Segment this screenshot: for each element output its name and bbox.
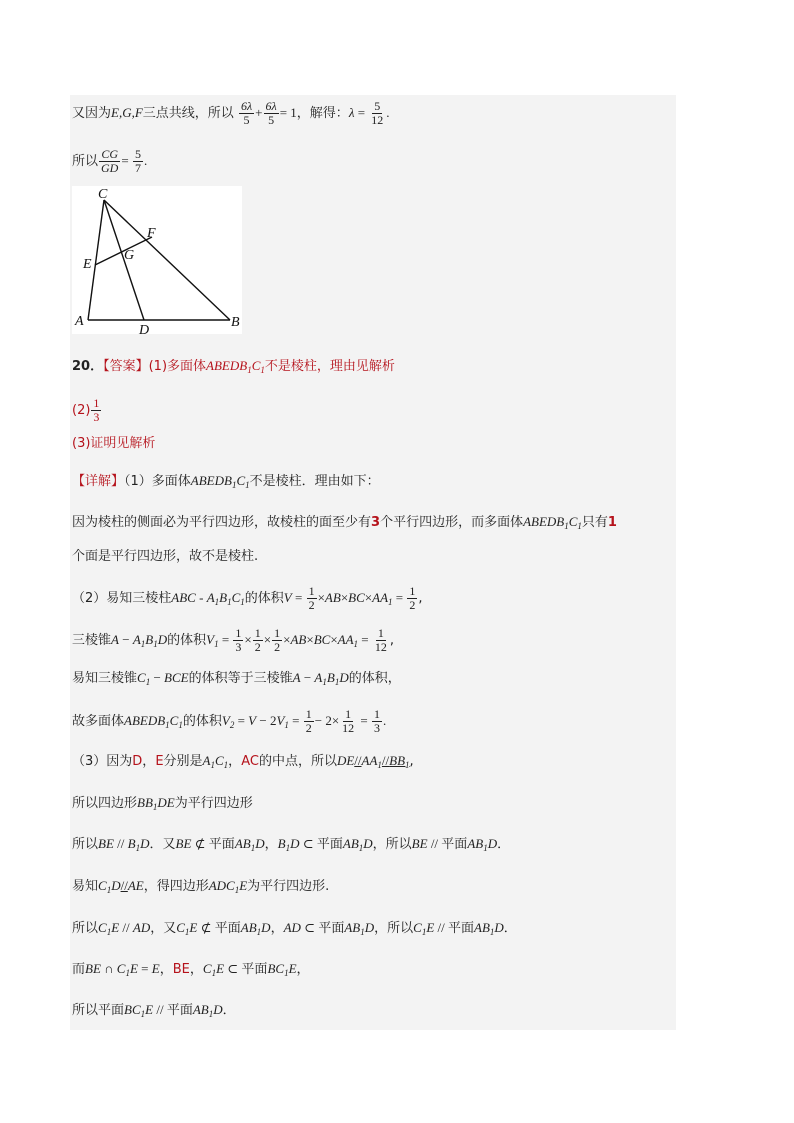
text: 的体积 <box>182 714 222 729</box>
text: 因为棱柱的侧面必为平行四边形，故棱柱的面至少有 <box>72 515 372 530</box>
text: 的体积 <box>167 633 207 648</box>
fraction: $\frac{CG}{GD}$ <box>101 147 119 175</box>
text: 平面 <box>316 837 343 852</box>
fraction: $\frac{1}{3}$ <box>235 626 242 654</box>
text: ， <box>270 921 284 936</box>
fraction: $\frac{1}{3}$ <box>93 396 100 424</box>
reason-line-2 <box>72 548 258 566</box>
detail-1: 【详解】（1）多面体$ABEDB_1C_1$不是棱柱．理由如下： <box>72 473 380 490</box>
text: 故多面体 <box>72 714 125 729</box>
text: 的体积等于三棱锥 <box>188 671 293 686</box>
label-d: D <box>139 323 150 334</box>
fraction: $\frac{1}{3}$ <box>374 707 381 735</box>
triangle-diagram <box>72 186 242 334</box>
part3-line-1: （3）因为D，E分别是$A_1C_1$，AC的中点，所以$DE//AA_1//BB_1$, <box>72 753 414 770</box>
step-4: 易知三棱锥$C_1$ − BCE的体积等于三棱锥$A - A_1B_1D$的体积， <box>72 670 401 687</box>
detail-tag: 【详解】 <box>72 474 125 489</box>
line-ratio: 所以 $\frac{CG}{GD}$ = $\frac{5}{7}$ . <box>72 147 148 175</box>
fraction: $\frac{1}{2}$ <box>274 626 281 654</box>
text: ．又 <box>149 837 176 852</box>
text: ，得四边形 <box>143 879 209 894</box>
part3-line-5: 所以$C_1E$ // AD，又$C_1E$ ⊄ 平面$AB_1D$，AD ⊂ 平面$AB_1D$，所以$C_1E$ // 平面$AB_1D$． <box>72 920 517 937</box>
segment-ac: AC <box>241 754 259 769</box>
label-f: F <box>147 226 156 241</box>
text: 不是棱柱．理由如下： <box>249 474 380 489</box>
text: 所以 <box>72 837 99 852</box>
q20-part2 <box>72 397 102 424</box>
triangle-figure <box>72 186 242 334</box>
text: ． <box>503 921 517 936</box>
text: 三棱锥 <box>72 633 112 648</box>
label-b: B <box>231 315 240 330</box>
text: ，所以 <box>372 837 412 852</box>
text: ， <box>296 962 310 977</box>
text: 平面 <box>208 837 235 852</box>
text: 三点共线，所以 <box>142 106 234 121</box>
label-e: E <box>83 257 92 272</box>
text: 不是棱柱，理由见解析 <box>264 359 395 374</box>
label-a: A <box>75 314 84 329</box>
text: 个平行四边形，而多面体 <box>380 515 524 530</box>
point-d: D <box>132 754 143 769</box>
segment-be: BE <box>172 962 190 977</box>
text: (1)多面体 <box>148 359 207 374</box>
text: 平面 <box>441 837 468 852</box>
question-number: 20． <box>72 359 104 374</box>
text: ，所以 <box>374 921 414 936</box>
text: 所以平面 <box>72 1003 125 1018</box>
text: 为平行四边形 <box>174 796 253 811</box>
text: 的体积， <box>348 671 401 686</box>
part3-line-6: 而BE ∩ $C_1E = E$，BE，$C_1E$ ⊂ 平面$BC_1E$， <box>72 961 310 978</box>
text: ， <box>142 754 156 769</box>
label-c: C <box>98 187 108 202</box>
text: 只有 <box>581 515 608 530</box>
answer-tag: 【答案】 <box>103 359 149 374</box>
fraction: $\frac{1}{2}$ <box>308 584 315 612</box>
part3-line-2: 所以四边形$BB_1DE$为平行四边形 <box>72 795 253 812</box>
text: 所以四边形 <box>72 796 138 811</box>
q20-part3 <box>72 435 155 453</box>
text: ，又 <box>150 921 177 936</box>
fraction: $\frac{5}{12}$ <box>371 99 384 127</box>
step-3-pyramid-volume: 三棱锥$A - A_1B_1D$的体积$V_1$ = $\frac{1}{3}$ × $\frac{1}{2}$ × $\frac{1}{2}$ $\times AB\times BC\times AA_1$ = $\frac{1}{12}$ , <box>72 626 395 654</box>
text: 的体积 <box>244 591 284 606</box>
fraction: $\frac{1}{12}$ <box>374 626 387 654</box>
text: 个面是平行四边形，故不是棱柱. <box>72 549 259 564</box>
text: 的中点，所以 <box>258 754 337 769</box>
text: 平面 <box>214 921 241 936</box>
number: 3 <box>371 515 381 530</box>
text: 平面 <box>318 921 345 936</box>
number: 1 <box>607 515 617 530</box>
text: 为平行四边形. <box>247 879 330 894</box>
fraction: $\frac{1}{12}$ <box>342 707 355 735</box>
text: ． <box>497 837 511 852</box>
part3-line-4: 易知$C_1D//AE$，得四边形$ADC_1E$为平行四边形. <box>72 878 330 895</box>
text: 平面 <box>166 1003 193 1018</box>
text: ． <box>222 1003 236 1018</box>
text: ， <box>228 754 242 769</box>
text: (3)证明见解析 <box>72 436 156 451</box>
fraction: $\frac{1}{2}$ <box>305 707 312 735</box>
fraction: $\frac{5}{7}$ <box>134 147 141 175</box>
text: 平面 <box>448 921 475 936</box>
reason-line-1: 因为棱柱的侧面必为平行四边形，故棱柱的面至少有3个平行四边形，而多面体$ABEDB_1C_1$只有1 <box>72 514 617 531</box>
step-5: 故多面体$ABEDB_1C_1$的体积$V_2 = V - 2V_1$ = $\frac{1}{2}$ − 2× $\frac{1}{12}$ = $\frac{1}{3}$ . <box>72 707 387 735</box>
fraction: $\frac{6\lambda}{5}$ <box>265 99 277 127</box>
text: （2）易知三棱柱 <box>72 591 172 606</box>
text: 易知三棱锥 <box>72 671 138 686</box>
line-collinear: 又因为E,G,F三点共线，所以 $\frac{6\lambda}{5}$ + $\frac{6\lambda}{5}$ = 1，解得：λ = $\frac{5}{12}$ . <box>72 99 390 127</box>
text: ， <box>159 962 173 977</box>
points-efg: E,G,F <box>111 105 143 120</box>
q20-answer: 20．【答案】(1)多面体$ABEDB_1C_1$不是棱柱，理由见解析 <box>72 358 395 375</box>
fraction: $\frac{1}{2}$ <box>254 626 261 654</box>
text: （3）因为 <box>72 754 133 769</box>
text: ，解得： <box>296 106 349 121</box>
text: ， <box>264 837 278 852</box>
text: 易知 <box>72 879 99 894</box>
part3-conclusion: 所以平面$BC_1E$ // 平面$AB_1D$． <box>72 1002 236 1019</box>
text: 所以 <box>72 921 99 936</box>
text: 又因为 <box>72 106 112 121</box>
side-cb <box>104 200 230 320</box>
text: 而 <box>72 962 86 977</box>
text: （1）多面体 <box>124 474 191 489</box>
text: 分别是 <box>163 754 203 769</box>
text: 所以 <box>72 154 99 169</box>
step-2-prism-volume: （2）易知三棱柱ABC - $A_1B_1C_1$的体积V = $\frac{1}{2}$ $\times AB\times BC\times AA_1$ = $\frac{1}{2}$ , <box>72 584 423 612</box>
text: ， <box>189 962 203 977</box>
part3-line-3: 所以BE // $B_1D$．又BE ⊄ 平面$AB_1D$，$B_1D$ ⊂ 平面$AB_1D$，所以BE // 平面$AB_1D$． <box>72 836 511 853</box>
text: 平面 <box>241 962 268 977</box>
fraction: $\frac{1}{2}$ <box>409 584 416 612</box>
text: (2) <box>72 403 91 418</box>
point-e: E <box>155 754 164 769</box>
fraction: $\frac{6\lambda}{5}$ <box>240 99 253 127</box>
label-g: G <box>124 248 135 263</box>
